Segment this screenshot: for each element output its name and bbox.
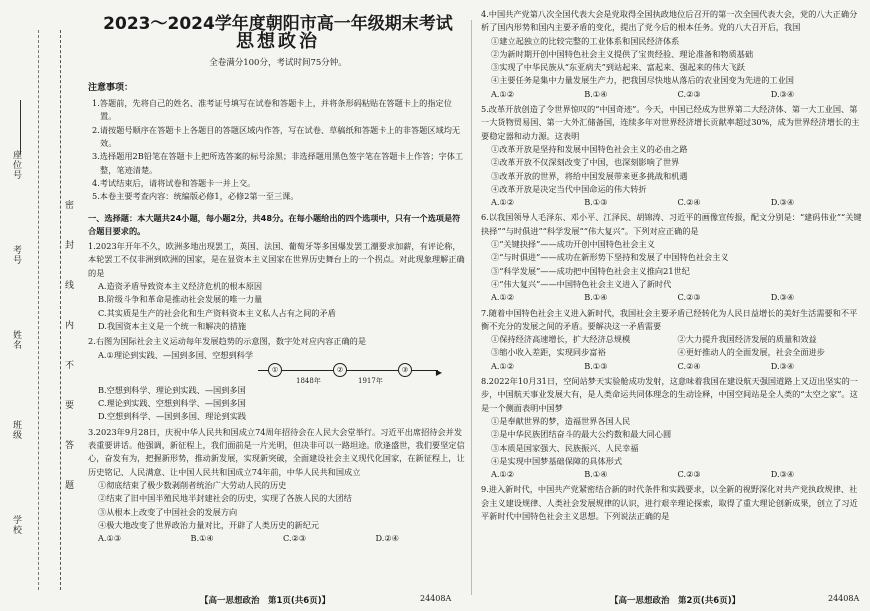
question-option: ②结束了旧中国半殖民地半封建社会的历史，实现了各族人民的大团结 [98, 493, 352, 504]
exam-title: 2023～2024学年度朝阳市高一年级期末考试 [103, 14, 453, 34]
right-footer: 【高一思想政治 第2页(共6页)】 [610, 596, 741, 606]
question-6 [481, 211, 864, 304]
answer-row [481, 88, 864, 101]
answer-row [481, 291, 864, 304]
question-option: ④是实现中国梦基础保障的具体形式 [491, 455, 623, 466]
binding-margin [0, 0, 84, 611]
notice-char-6: 要 [63, 400, 73, 410]
question-option: A.①理论到实践、—国到多国、空想到科学 [98, 349, 254, 360]
timeline-year: 1848年 [296, 376, 321, 385]
notice-item: 1.答题前，先将自己的姓名、准考证号填写在试卷和答题卡上，并将条形码粘贴在答题卡上的指定位置。 [92, 98, 452, 122]
answer-choice: B.①④ [584, 292, 608, 303]
question-option: ①改革开放是坚持和发展中国特色社会主义的必由之路 [491, 143, 688, 154]
question-option: B.阶级斗争和革命是推动社会发展的唯一力量 [98, 294, 263, 305]
question-option: ④改革开放是决定当代中国命运的伟大转折 [491, 183, 647, 194]
question-option: ③“科学发展”——成功把中国特色社会主义推向21世纪 [491, 265, 690, 276]
answer-choice: B.①④ [190, 533, 214, 544]
question-option: ③本质是国家强大、民族振兴、人民幸福 [491, 442, 639, 453]
answer-choice: B.①③ [584, 360, 608, 371]
answer-choice: D.③④ [770, 292, 795, 303]
timeline-figure [258, 362, 442, 385]
option-row [481, 333, 864, 346]
left-page [88, 6, 468, 545]
answer-choice: C.②④ [677, 197, 701, 208]
notice-char-7: 答 [63, 440, 73, 450]
name-label: 姓名 [11, 330, 21, 350]
answer-choice: B.①④ [584, 88, 608, 99]
timeline-point: ① [268, 363, 282, 377]
right-code: 24408A [828, 594, 860, 603]
question-option: ①是奉献世界的梦，造福世界各国人民 [491, 415, 631, 426]
notice-char-1: 密 [63, 200, 73, 210]
question-3 [88, 426, 468, 546]
answer-choice: C.②③ [677, 469, 701, 480]
seat-number-line [20, 100, 21, 154]
exam-number-label: 考号 [11, 245, 21, 265]
question-option: ①建立起独立的比较完整的工业体系和国民经济体系 [491, 35, 680, 46]
answer-choice: A.①② [491, 197, 515, 208]
question-1 [88, 240, 468, 333]
answer-choice: D.②④ [375, 533, 400, 544]
answer-choice: B.①③ [584, 197, 608, 208]
question-option: ④更好推动人的全面发展，社会全面进步 [677, 347, 825, 358]
left-code: 24408A [420, 594, 452, 603]
notice-char-4: 内 [63, 320, 73, 330]
answer-choice: D.③④ [770, 360, 795, 371]
question-option: ①“关键抉择”——成功开创中国特色社会主义 [491, 239, 655, 250]
notice-char-2: 封 [63, 240, 73, 250]
binding-dash-inner [60, 30, 61, 590]
question-option: ②改革开放不仅深刻改变了中国，也深刻影响了世界 [491, 157, 680, 168]
question-stem: 6.以我国领导人毛泽东、邓小平、江泽民、胡锦涛、习近平的画像宣传报，配文分别是：“建码伟业”“关键抉择”“与时俱进”“科学发展”“伟大复兴”。下列对应正确的是 [481, 212, 862, 236]
question-stem: 2.右图为国际社会主义运动每年发展趋势的示意图，数字处对应内容正确的是 [88, 336, 367, 347]
question-option: ③改革开放的世界，将给中国发展带来更多挑战和机遇 [491, 170, 688, 181]
question-4 [481, 8, 864, 101]
answer-choice: A.①② [491, 292, 515, 303]
question-stem: 1.2023年开年不久，欧洲多地出现罢工，英国、法国、葡萄牙等多国爆发罢工潮要求加薪，有评论称，本轮罢工不仅非洲到欧洲的国家，是在显资本主义国家在世界历史舞台上的一个拐点。对此现象理解正确的是 [88, 241, 465, 278]
answer-row [481, 196, 864, 209]
question-option: ②“与时俱进”——成功在新形势下坚持和发展了中国特色社会主义 [491, 252, 729, 263]
answer-choice: B.①④ [584, 469, 608, 480]
timeline-year: 1917年 [358, 376, 383, 385]
question-stem: 7.随着中国特色社会主义进入新时代，我国社会主要矛盾已经转化为人民日益增长的美好生活需要和不平衡不充分的发展之间的矛盾。要解决这一矛盾需要 [481, 307, 858, 331]
notice-char-5: 不 [63, 360, 73, 370]
question-option: ②是中华民族团结奋斗的最大公约数和最大同心圆 [491, 429, 672, 440]
question-option: C.其实质是生产的社会化和生产资料资本主义私人占有之间的矛盾 [98, 307, 336, 318]
notice-item: 5.本卷主要考查内容：统编版必修1，必修2第一至三课。 [92, 191, 299, 202]
section-heading: 一、选择题：本大题共24小题，每小题2分，共48分。在每小题给出的四个选项中，只有一个选项是符合题目要求的。 [88, 212, 461, 236]
option-row [481, 346, 864, 359]
answer-choice: A.①② [491, 469, 515, 480]
answer-choice: C.②③ [283, 533, 307, 544]
notice-item: 4.考试结束后，请将试卷和答题卡一并上交。 [92, 177, 256, 188]
answer-row [88, 532, 468, 545]
question-9 [481, 483, 864, 523]
notice-heading: 注意事项： [88, 82, 134, 93]
question-option: C.理论到实践、空想到科学、—国到多国 [98, 398, 246, 409]
answer-choice: C.②④ [677, 360, 701, 371]
question-7 [481, 307, 864, 373]
question-option: ④“伟大复兴”——中国特色社会主义进入了新时代 [491, 278, 672, 289]
binding-dash-outer [38, 30, 39, 590]
page-divider [471, 20, 472, 595]
right-page [481, 6, 864, 523]
school-label: 学校 [11, 515, 21, 535]
seat-number-label: 座位号 [11, 150, 21, 180]
question-stem: 3.2023年9月28日，庆祝中华人民共和国成立74周年招待会在人民大会堂举行。习近平出席招待会并发表重要讲话。他强调，新征程上，我们面前是一片光明，但决非可以一路坦途。欣逢盛世，我们要坚定信心，奋发有为，把握新形势，推动新发展，实现新突破，全面建设社会主义现代化国家，在新征程上，让历史铭记、人民满意、让中国人民共和国成立74年前，中华人民共和国成立 [88, 426, 465, 477]
question-option: ③实现了中华民族从“东亚病夫”到站起来、富起来、强起来的伟大飞跃 [491, 62, 745, 73]
question-8 [481, 375, 864, 481]
timeline-point: ③ [398, 363, 412, 377]
answer-choice: C.②③ [677, 292, 701, 303]
question-option: ①彻底结束了极少数剥削者统治广大劳动人民的历史 [98, 479, 287, 490]
answer-choice: A.①② [491, 360, 515, 371]
question-stem: 8.2022年10月31日，空间站梦天实验舱成功发射，这意味着我国在建设航天强国道路上又迈出坚实的一步，中国航天事业发展大有，是人类命运共同体理念的生动诠释，中国空间站是全人类的“太空之家”。这是一个侧面表明中国梦 [481, 376, 858, 413]
answer-row [481, 468, 864, 481]
answer-choice: D.③④ [770, 469, 795, 480]
notice-item: 3.选择题用2B铅笔在答题卡上把所选答案的标号涂黑；非选择题用黑色签字笔在答题卡上作答；字体工整，笔迹清楚。 [92, 151, 464, 175]
class-label: 班级 [11, 420, 21, 440]
subject-title: 思想政治 [236, 31, 320, 53]
question-option: A.造资矛盾导致资本主义经济危机的根本原因 [98, 281, 263, 292]
question-option: ③从根本上改变了中国社会的发展方向 [98, 506, 238, 517]
question-option: ①保持经济高速增长，扩大经济总规模 [491, 334, 631, 345]
answer-choice: D.③④ [770, 197, 795, 208]
timeline-arrow-icon: ▶ [435, 367, 442, 377]
question-stem: 9.进入新时代，中国共产党紧密结合新的时代条件和实践要求，以全新的视野深化对共产党执政规律、社会主义建设规律、人类社会发展规律的认识，进行艰辛理论探索，取得了重大理论创新成果，创立了习近平新时代中国特色社会主义思想。下列说法正确的是 [481, 484, 858, 521]
notice-char-8: 题 [63, 480, 73, 490]
question-option: D.空想到科学、—国到多国、理论到实践 [98, 411, 247, 422]
question-option: B.空想到科学、理论到实践、—国到多国 [98, 384, 246, 395]
answer-choice: A.①③ [98, 533, 122, 544]
question-option: ②大力提升我国经济发展的质量和效益 [677, 334, 817, 345]
question-option: ③缩小收入差距，实现同步富裕 [491, 347, 606, 358]
left-footer: 【高一思想政治 第1页(共6页)】 [200, 596, 331, 606]
question-option: D.我国资本主义是一个统一和解决的措施 [98, 320, 247, 331]
question-2 [88, 335, 468, 423]
notice-char-3: 线 [63, 280, 73, 290]
answer-choice: C.②③ [677, 88, 701, 99]
score-line: 全卷满分100分，考试时间75分钟。 [209, 57, 347, 68]
question-option: ④极大地改变了世界政治力量对比，开辟了人类历史的新纪元 [98, 519, 320, 530]
timeline-point: ② [333, 363, 347, 377]
notice-block [88, 82, 468, 204]
question-option: ④主要任务是集中力量发展生产力，把我国尽快地从落后的农业国变为先进的工业国 [491, 75, 794, 86]
notice-item: 2.请按题号顺序在答题卡上各题目的答题区域内作答，写在试卷、草稿纸和答题卡上的非答题区域均无效。 [92, 124, 461, 149]
question-stem: 4.中国共产党第八次全国代表大会是党取得全国执政地位后召开的第一次全国代表大会，党的八大正确分析了国内形势和国内主要矛盾的变化，提出了党今后的根本任务。党的八大召开后，我国 [481, 9, 858, 33]
answer-choice: D.③④ [770, 88, 795, 99]
question-stem: 5.改革开放创造了令世界惊叹的“中国奇迹”。今天，中国已经成为世界第二大经济体、第一大工业国、第一大货物贸易国、第一大外汇储备国，连续多年对世界经济增长贡献率超过30%，成为世界经济增长的主要稳定器和动力源。这表明 [481, 104, 860, 141]
answer-choice: A.①② [491, 88, 515, 99]
question-option: ②为新时期开创中国特色社会主义提供了宝贵经验、理论准备和物质基础 [491, 48, 754, 59]
answer-row [481, 360, 864, 373]
question-5 [481, 103, 864, 209]
